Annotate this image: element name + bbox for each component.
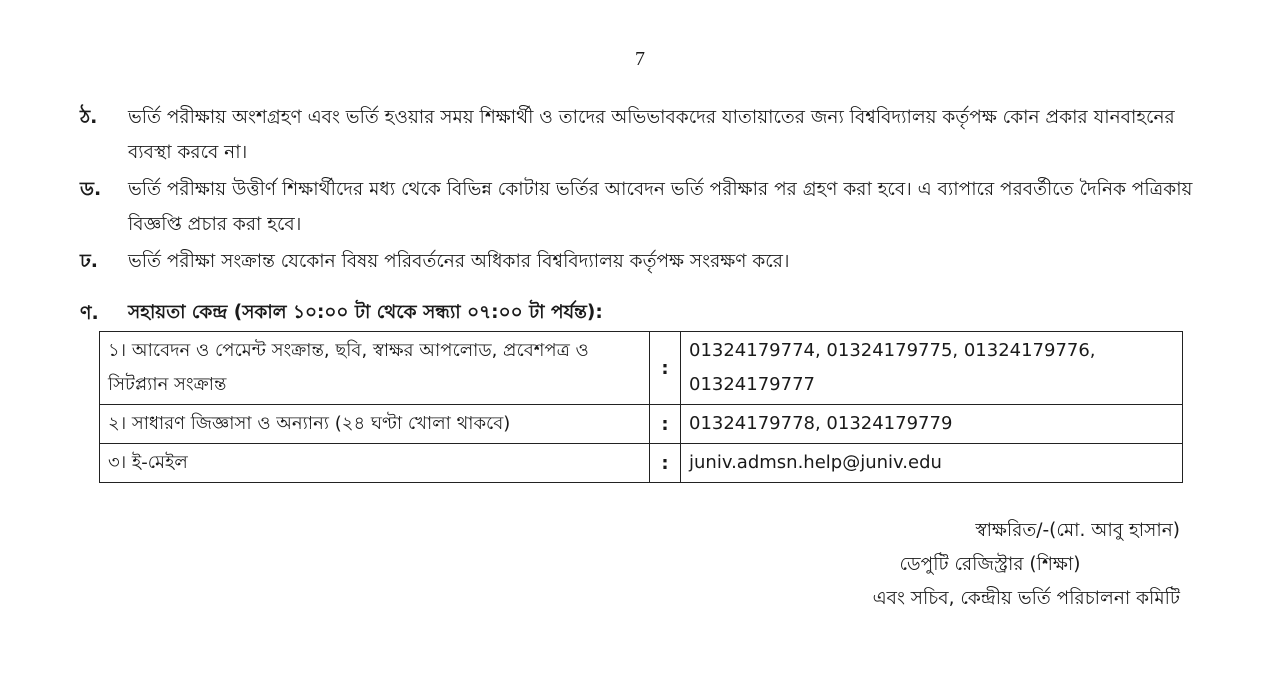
list-item-text: ভর্তি পরীক্ষায় উত্তীর্ণ শিক্ষার্থীদের মধ্য থেকে বিভিন্ন কোটায় ভর্তির আবেদন ভর্তি পরীক্ষার পর গ্রহণ করা হবে। এ ব্যাপারে পরবর্তীতে দৈনিক পত্রিকায় বিজ্ঞপ্তি প্রচার করা হবে।: [128, 179, 1193, 235]
list-item-marker: ড.: [80, 178, 102, 200]
contact-label: ১। আবেদন ও পেমেন্ট সংক্রান্ত, ছবি, স্বাক্ষর আপলোড, প্রবেশপত্র ও সিটপ্ল্যান সংক্রান্ত: [100, 332, 650, 405]
contact-separator: :: [650, 444, 681, 483]
signatory-name: স্বাক্ষরিত/-(মো. আবু হাসান): [975, 520, 1180, 541]
list-item-text: ভর্তি পরীক্ষায় অংশগ্রহণ এবং ভর্তি হওয়ার সময় শিক্ষার্থী ও তাদের অভিভাবকদের যাতায়াতের জন্য বিশ্ববিদ্যালয় কর্তৃপক্ষ কোন প্রকার যানবাহনের ব্যবস্থা করবে না।: [128, 107, 1175, 163]
list-item: [76, 244, 1206, 279]
table-row: [100, 332, 1183, 405]
helpline-marker: ণ.: [80, 302, 99, 324]
helpline-table: [99, 331, 1183, 483]
contact-separator: :: [650, 332, 681, 405]
table-row: [100, 444, 1183, 483]
page-number: 7: [635, 48, 645, 70]
list-item-text: ভর্তি পরীক্ষা সংক্রান্ত যেকোন বিষয় পরিবর্তনের অধিকার বিশ্ববিদ্যালয় কর্তৃপক্ষ সংরক্ষণ করে।: [128, 251, 790, 272]
contact-value: 01324179774, 01324179775, 01324179776, 01324179777: [681, 332, 1183, 405]
signature-block: [760, 514, 1180, 616]
notice-list: [76, 100, 1206, 281]
list-item-marker: ঢ.: [80, 250, 98, 272]
contact-email[interactable]: juniv.admsn.help@juniv.edu: [681, 444, 1183, 483]
contact-label: ২। সাধারণ জিজ্ঞাসা ও অন্যান্য (২৪ ঘণ্টা খোলা থাকবে): [100, 405, 650, 444]
contact-separator: :: [650, 405, 681, 444]
list-item-marker: ঠ.: [80, 106, 98, 128]
signatory-committee: এবং সচিব, কেন্দ্রীয় ভর্তি পরিচালনা কমিটি: [872, 588, 1180, 609]
contact-label: ৩। ই-মেইল: [100, 444, 650, 483]
table-row: [100, 405, 1183, 444]
list-item: [76, 100, 1206, 170]
contact-value: 01324179778, 01324179779: [681, 405, 1183, 444]
helpline-title: সহায়তা কেন্দ্র (সকাল ১০:০০ টা থেকে সন্ধ্যা ০৭:০০ টা পর্যন্ত):: [128, 302, 603, 323]
signatory-designation: ডেপুটি রেজিস্ট্রার (শিক্ষা): [899, 554, 1081, 575]
list-item: [76, 172, 1206, 242]
helpline-heading: [76, 296, 603, 330]
